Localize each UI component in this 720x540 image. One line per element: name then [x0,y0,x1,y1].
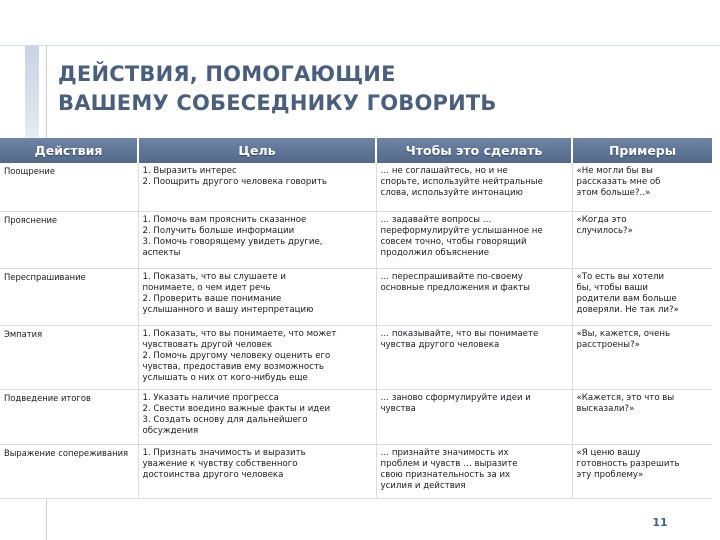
cell-goal [138,211,376,268]
goal-line: 1. Выразить интерес [142,166,237,176]
table-row [0,325,712,389]
header-examples: Примеры [572,138,712,163]
example-line: эту проблему» [576,469,644,480]
cell-example [572,444,712,498]
how-line: слова, используйте интонацию [380,188,523,198]
cell-goal [138,444,376,498]
title-line-2: ВАШЕМУ СОБЕСЕДНИКУ ГОВОРИТЬ [58,91,497,115]
example-line: рассказать мне об [576,177,661,187]
table-header-row [0,138,712,163]
cell-how [376,444,572,498]
how-line: спорьте, используйте нейтральные [380,177,543,187]
how-line: … заново сформулируйте идеи и [380,392,531,403]
cell-action: Прояснение [0,211,138,268]
example-line: «Не могли бы вы [576,166,653,176]
goal-line: уважение к чувству собственного [142,458,298,469]
example-line: готовность разрешить [576,458,680,469]
example-line: случилось?» [576,225,633,236]
cell-example [572,163,712,211]
how-line: чувства другого человека [380,339,500,350]
goal-line: 2. Поощрить другого человека говорить [142,177,327,187]
goal-line: 2. Свести воедино важные факты и идеи [142,403,331,414]
goal-line: 2. Проверить ваше понимание [142,293,282,304]
how-line: … переспрашивайте по-своему [380,271,523,282]
table-body [0,163,712,498]
cell-action: Переспрашивание [0,268,138,325]
decorative-bar [25,46,39,146]
example-line: «Вы, кажется, очень [576,328,671,339]
cell-how [376,268,572,325]
goal-line: обсуждения [142,425,199,436]
example-line: бы, чтобы ваши [576,282,648,293]
goal-line: чувства, предоставив ему возможность [142,361,324,372]
goal-line: чувствовать другой человек [142,339,273,350]
cell-example [572,389,712,444]
cell-action: Эмпатия [0,325,138,389]
goal-line: 1. Помочь вам прояснить сказанное [142,214,307,225]
example-line: доверяли. Не так ли?» [576,304,679,315]
how-line: совсем точно, чтобы говорящий [380,236,527,247]
cell-action: Выражение сопереживания [0,444,138,498]
cell-example [572,268,712,325]
how-line: … не соглашайтесь, но и не [380,166,508,176]
header-goal: Цель [138,138,376,163]
goal-line: 1. Указать наличие прогресса [142,392,279,403]
how-line: проблем и чувств … выразите [380,458,518,469]
how-line: … признайте значимость их [380,447,509,458]
how-line: продолжил объяснение [380,247,489,258]
slide-title [58,60,678,118]
how-line: … показывайте, что вы понимаете [380,328,539,339]
cell-how [376,211,572,268]
actions-table [0,138,712,499]
cell-how [376,325,572,389]
top-divider [0,45,720,46]
cell-how [376,389,572,444]
how-line: переформулируйте услышанное не [380,225,543,236]
cell-example [572,325,712,389]
cell-action: Подведение итогов [0,389,138,444]
example-line: «Я ценю вашу [576,447,641,458]
how-line: чувства [380,403,416,414]
goal-line: услышать о них от кого-нибудь еще [142,372,308,383]
how-line: свою признательность за их [380,469,511,480]
example-line: высказали?» [576,403,635,414]
example-line: «То есть вы хотели [576,271,665,282]
cell-action: Поощрение [0,163,138,211]
goal-line: аспекты [142,247,181,258]
goal-line: 1. Показать, что вы понимаете, что может [142,328,337,339]
cell-goal [138,325,376,389]
goal-line: 2. Получить больше информации [142,225,295,236]
header-actions: Действия [0,138,138,163]
goal-line: 3. Помочь говорящему увидеть другие, [142,236,323,247]
how-line: усилия и действия [380,480,466,491]
table-row [0,163,712,211]
example-line: родители вам больше [576,293,677,304]
page-number: 11 [652,516,668,529]
cell-example [572,211,712,268]
goal-line: 1. Признать значимость и выразить [142,447,306,458]
goal-line: 3. Создать основу для дальнейшего [142,414,308,425]
example-line: «Когда это [576,214,627,225]
title-line-1: ДЕЙСТВИЯ, ПОМОГАЮЩИЕ [58,62,396,86]
goal-line: понимаете, о чем идет речь [142,282,271,293]
cell-goal [138,268,376,325]
goal-line: услышанного и вашу интерпретацию [142,304,314,315]
goal-line: 2. Помочь другому человеку оценить его [142,350,331,361]
example-line: этом больше?..» [576,188,651,198]
goal-line: 1. Показать, что вы слушаете и [142,271,286,282]
example-line: «Кажется, это что вы [576,392,675,403]
how-line: … задавайте вопросы … [380,214,492,225]
goal-line: достоинства другого человека [142,469,284,480]
example-line: расстроены?» [576,339,640,350]
table-row [0,211,712,268]
table-row [0,268,712,325]
cell-goal [138,163,376,211]
cell-goal [138,389,376,444]
table-row [0,444,712,498]
cell-how [376,163,572,211]
header-how: Чтобы это сделать [376,138,572,163]
how-line: основные предложения и факты [380,282,530,293]
table-row [0,389,712,444]
